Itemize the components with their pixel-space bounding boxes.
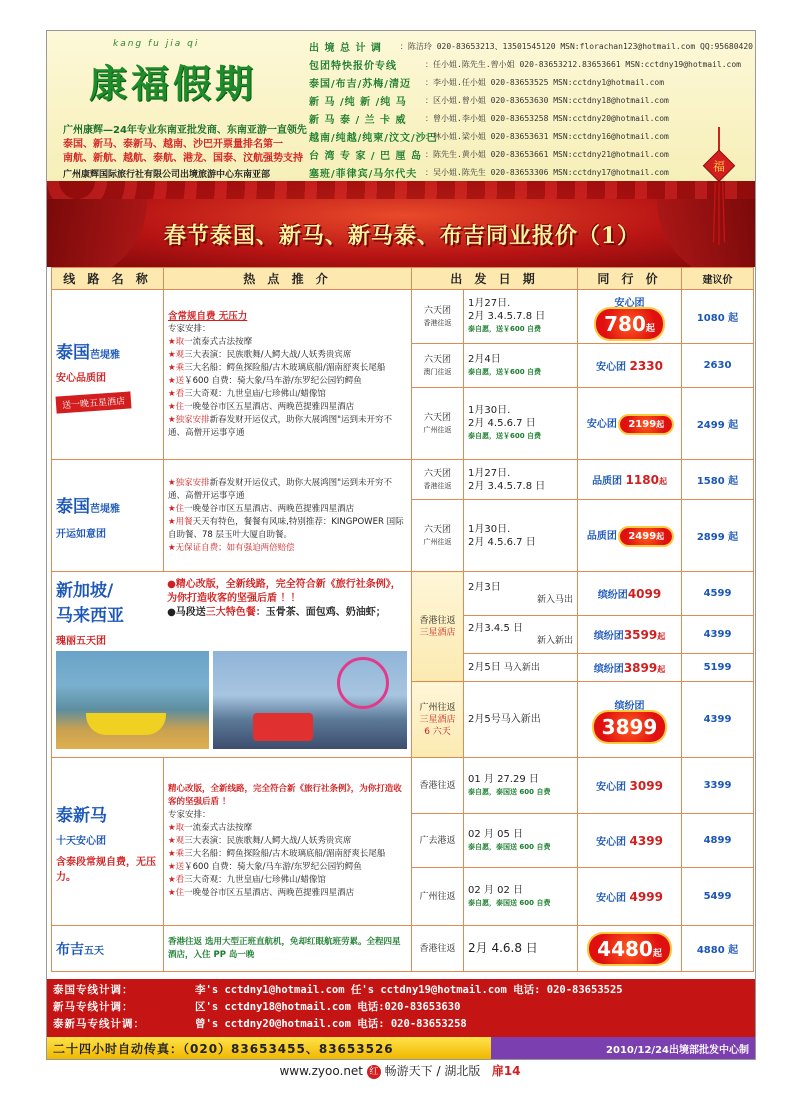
dep-label: 香港往返	[412, 926, 464, 972]
price-burst: 2199起	[620, 416, 672, 433]
dep-label: 六天团 香港往返	[412, 290, 464, 344]
peer-price: 安心团 2199起	[578, 388, 682, 460]
hot-item: ★取一流泰式古法按摩	[168, 336, 253, 347]
price-table	[51, 267, 753, 961]
hot-item: ★乘三大名船：鳄鱼探险船/古木玻璃底船/湄南舒爽长尾船	[168, 362, 386, 373]
col-peer: 同 行 价	[578, 268, 682, 290]
route-tag: 开运如意团	[56, 528, 106, 540]
route-cell	[52, 572, 412, 758]
slogan-3: 南航、新航、越航、泰航、港龙、国泰、汶航强势支持	[63, 153, 303, 164]
contact-row	[309, 163, 753, 181]
hot-item: ●精心改版，全新线路，完全符合新《旅行社条例》，为你打造收客的坚强后盾 ！！	[167, 579, 401, 604]
contact-label: 出 境 总 计 调	[309, 42, 382, 54]
peer-price: 缤纷团4099	[578, 572, 682, 616]
page-number: 扉14	[491, 1064, 521, 1078]
contact-row	[309, 73, 753, 91]
contact-info: ：李小姐.任小姐 020-83653525 MSN:cctdny1@hotmail.com	[425, 77, 665, 87]
hot-item: 专家安排：	[168, 323, 211, 334]
curtain-valance	[47, 181, 756, 199]
contact-info: ：陈先生.黄小姐 020-83653661 MSN:cctdny21@hotmail.com	[425, 149, 669, 159]
peer-price: 安心团 2330	[578, 344, 682, 388]
contact-info: ：吴小姐.陈先生 020-83653306 MSN:cctdny17@hotmail.com	[425, 167, 669, 177]
hot-item: ●马段送三大特色餐：玉骨茶、面包鸡、奶油虾；	[167, 607, 386, 618]
route-note: 含泰段常规自费，无压力。	[56, 856, 156, 883]
route-cell	[52, 758, 164, 926]
dep-label: 六天团 香港往返	[412, 460, 464, 500]
hot-head: 精心改版，全新线路，完全符合新《旅行社条例》，为你打造收客的坚强后盾 ！	[168, 784, 402, 807]
hot-item: ★独家安排新春发财开运仪式，助你大展鸿图"运到未开穷不通、高僧开运事亨通	[168, 414, 393, 438]
sugg-price: 3399	[682, 758, 754, 814]
contact-row	[309, 91, 753, 109]
contact-label: 新 马 泰 / 兰 卡 威	[309, 114, 407, 126]
hot-cell	[164, 758, 412, 926]
dep-date: 1月27日. 2月 3.4.5.7.8 日	[464, 460, 578, 500]
peer-price: 安心团 3099	[578, 758, 682, 814]
photo-strip	[56, 651, 407, 749]
peer-price: 安心团 4999	[578, 868, 682, 926]
route-name: 新加坡/	[56, 581, 114, 601]
contact-label: 泰国/布吉/苏梅/清迈	[309, 78, 411, 90]
route-tag: 十天安心团	[56, 835, 106, 847]
logo	[53, 35, 307, 180]
table-row	[52, 758, 754, 814]
contact-label: 塞班/菲律宾/马尔代夫	[309, 168, 418, 180]
hot-cell: 香港往返 选用大型正班直航机，免却红眼航班劳累。全程四星酒店，入住 PP 岛一晚	[164, 926, 412, 972]
banner	[47, 181, 756, 267]
hot-cell	[164, 290, 412, 460]
logo-text: 康福假期	[89, 61, 258, 106]
company-name: 广州康辉国际旅行社有限公司出境旅游中心东南亚部	[63, 170, 271, 180]
route-name: 泰新马	[56, 805, 107, 826]
page-footer	[0, 1062, 800, 1079]
hot-head: 含常规自费 无压力	[168, 310, 248, 322]
sugg-price: 1080 起	[682, 290, 754, 344]
dep-label: 广州往返	[412, 868, 464, 926]
logo-pinyin: kang fu jia qi	[113, 39, 200, 49]
hot-item: ★送￥600 自费：骑大象/马车游/东罗纪公园钓鳄鱼	[168, 375, 362, 386]
route-tag: 瑰丽五天团	[56, 636, 106, 647]
contact-info: ：区小姐.曾小姐 020-83653630 MSN:cctdny18@hotmail.com	[425, 95, 669, 105]
contact-info: ：任小姐.陈先生.曾小姐 020-83653212.83653661 MSN:cctdny19@hotmail.com	[425, 59, 742, 69]
slogan-1: 广州康辉—24年专业东南亚批发商、东南亚游一直领先	[63, 125, 307, 136]
hot-item: ★独家安排新春发财开运仪式，助你大展鸿图"运到未开穷不通、高僧开运事亨通	[168, 477, 393, 501]
peer-price: 安心团 780起	[578, 290, 682, 344]
route-tag: 安心品质团	[56, 373, 106, 384]
hot-item: ★用餐天天有特色，餐餐有风味,特别推荐：KINGPOWER 国际自助餐、78 层玉叶大厦自助餐。	[168, 516, 404, 540]
hot-cell	[163, 576, 407, 647]
hot-item: ★取一流泰式古法按摩	[168, 823, 253, 833]
contact-row	[309, 109, 753, 127]
dep-label: 六天团 广州往返	[412, 388, 464, 460]
dep-label: 香港往返	[412, 758, 464, 814]
hot-item: 专家安排：	[168, 810, 211, 820]
dep-label: 六天团 广州往返	[412, 500, 464, 572]
route-sub: 芭堤雅	[90, 350, 120, 361]
peer-price: 缤纷团 3899	[578, 682, 682, 758]
table-row	[52, 926, 754, 972]
dep-date: 2月 4.6.8 日	[464, 926, 578, 972]
dep-date: 2月3.4.5 日 新入新出	[464, 616, 578, 654]
peer-price	[578, 926, 682, 972]
flyer-page	[46, 30, 756, 1060]
col-sugg: 建议价	[682, 268, 754, 290]
route-name: 泰国	[56, 496, 90, 517]
contact-label: 包团特快报价专线	[309, 60, 397, 72]
peer-price: 品质团 2499起	[578, 500, 682, 572]
fax-bar	[47, 1037, 756, 1059]
route-cell	[52, 926, 164, 972]
route-name: 马来西亚	[56, 606, 124, 626]
route-sub: 芭堤雅	[90, 503, 120, 515]
price-burst: 2499起	[620, 528, 672, 545]
peer-price: 安心团 4399	[578, 814, 682, 868]
hot-cell	[164, 460, 412, 572]
route-cell	[52, 460, 164, 572]
contact-label: 新 马 /纯 新 /纯 马	[309, 96, 407, 108]
dep-label: 香港往返 三星酒店	[412, 572, 464, 682]
contact-row	[309, 37, 753, 55]
sugg-price: 4399	[682, 616, 754, 654]
dep-label: 广去港返	[412, 814, 464, 868]
price-burst: 4480起	[589, 934, 670, 964]
site-url: www.zyoo.net	[279, 1064, 364, 1078]
price-burst: 3899	[594, 712, 666, 742]
table-row	[52, 572, 754, 616]
sugg-price: 4880 起	[682, 926, 754, 972]
route-name: 泰国	[56, 343, 90, 363]
dep-date: 01 月 27.29 日 泰自愿，泰国送 600 自费	[464, 758, 578, 814]
banner-title: 春节泰国、新马、新马泰、布吉同业报价（1）	[163, 223, 641, 249]
dep-date: 2月4日 泰自愿，送￥600 自费	[464, 344, 578, 388]
hot-item: ★看三大奇观：九世皇庙/七珍佛山/蜡像馆	[168, 875, 326, 885]
duck-boat-photo	[56, 651, 209, 749]
sugg-price: 2899 起	[682, 500, 754, 572]
sugg-price: 2499 起	[682, 388, 754, 460]
col-route: 线 路 名 称	[52, 268, 164, 290]
peer-price: 品质团 1180起	[578, 460, 682, 500]
hot-item: ★住一晚曼谷市区五星酒店、两晚芭提雅四星酒店	[168, 503, 355, 514]
route-sub: 五天	[84, 945, 104, 957]
peer-price: 缤纷团3899起	[578, 654, 682, 682]
footer-row: 新马专线计调： 区's cctdny18@hotmail.com 电话:020-83653630	[53, 1001, 461, 1013]
fax-text: 二十四小时自动传真：（020）83653455、83653526	[53, 1041, 394, 1056]
dep-label: 广州往返 三星酒店 6 六天	[412, 682, 464, 758]
hot-item: ★观三大表演：民族歌舞/人鳄大战/人妖秀贵宾席	[168, 836, 352, 846]
sugg-price: 4599	[682, 572, 754, 616]
dep-date: 02 月 05 日 泰自愿，泰国送 600 自费	[464, 814, 578, 868]
table-row	[52, 290, 754, 344]
sugg-price: 1580 起	[682, 460, 754, 500]
hot-item: ★住一晚曼谷市区五星酒店、两晚芭提雅四星酒店	[168, 888, 355, 898]
slogan-2: 泰国、新马、泰新马、越南、沙巴开票量排名第一	[63, 139, 283, 150]
singapore-flyer-photo	[213, 651, 407, 749]
hot-item: ★乘三大名船：鳄鱼探险船/古木玻璃底船/湄南舒爽长尾船	[168, 849, 386, 859]
contact-row	[309, 55, 753, 73]
bus-shape	[253, 713, 313, 741]
hot-item: ★观三大表演：民族歌舞/人鳄大战/人妖秀贵宾席	[168, 349, 352, 360]
boat-shape	[86, 713, 166, 735]
contact-list	[309, 37, 753, 181]
route-cell	[52, 290, 164, 460]
contact-row	[309, 127, 753, 145]
table-row	[52, 460, 754, 500]
contact-label: 越南/纯越/纯柬/汶文/沙巴	[309, 132, 438, 144]
dep-label: 六天团 澳门往返	[412, 344, 464, 388]
dep-date: 1月27日. 2月 3.4.5.7.8 日 泰自愿，送￥600 自费	[464, 290, 578, 344]
table-header-row	[52, 268, 754, 290]
sugg-price: 4899	[682, 814, 754, 868]
footer-row: 泰新马专线计调： 曾's cctdny20@hotmail.com 电话: 020-83653258	[53, 1018, 467, 1030]
contact-info: ：陈洁玲 020-83653213、13501545120 MSN:florachan123@hotmail.com QQ:95680420	[399, 41, 753, 51]
contact-info: ：曾小姐.李小姐 020-83653258 MSN:cctdny20@hotmail.com	[425, 113, 669, 123]
header	[47, 31, 756, 181]
contact-info: ：林小姐.梁小姐 020-83653631 MSN:cctdny16@hotmail.com	[425, 131, 669, 141]
dep-date: 2月5号马入新出	[464, 682, 578, 758]
col-date: 出 发 日 期	[412, 268, 578, 290]
col-hot: 热 点 推 介	[164, 268, 412, 290]
footer-row: 泰国专线计调： 李's cctdny1@hotmail.com 任's cctdny19@hotmail.com 电话: 020-83653525	[53, 984, 623, 996]
peer-price: 缤纷团3599起	[578, 616, 682, 654]
price-burst: 780起	[596, 309, 663, 339]
dep-date: 2月3日 新入马出	[464, 572, 578, 616]
publication-name: 畅游天下 / 湖北版	[384, 1064, 481, 1078]
contact-label: 台 湾 专 家 / 巴 厘 岛	[309, 150, 423, 162]
dep-date: 2月5日 马入新出	[464, 654, 578, 682]
hot-item: ★无保证自费；如有强迫两倍赔偿	[168, 542, 295, 553]
hot-item: ★看三大奇观：九世皇庙/七珍佛山/蜡像馆	[168, 388, 326, 399]
hot-item: ★住一晚曼谷市区五星酒店、两晚芭提雅四星酒店	[168, 401, 355, 412]
route-name: 布吉	[56, 941, 84, 958]
dep-date: 02 月 02 日 泰自愿，泰国送 600 自费	[464, 868, 578, 926]
hot-item: ★送￥600 自费：骑大象/马车游/东罗纪公园钓鳄鱼	[168, 862, 362, 872]
contact-row	[309, 145, 753, 163]
sugg-price: 2630	[682, 344, 754, 388]
knot-char: 福	[712, 159, 726, 174]
sugg-price: 4399	[682, 682, 754, 758]
dep-date: 1月30日. 2月 4.5.6.7 日	[464, 500, 578, 572]
dep-date: 1月30日. 2月 4.5.6.7 日 泰自愿，送￥600 自费	[464, 388, 578, 460]
issuer-label: 2010/12/24出境部批发中心制	[491, 1037, 756, 1059]
sugg-price: 5499	[682, 868, 754, 926]
sugg-price: 5199	[682, 654, 754, 682]
chinese-knot-icon	[699, 127, 739, 247]
route-badge: 送一晚五星酒店	[55, 391, 131, 413]
ferris-wheel-shape	[337, 657, 389, 709]
footer-contacts	[47, 979, 756, 1037]
red-ring-icon: 红	[367, 1065, 381, 1079]
